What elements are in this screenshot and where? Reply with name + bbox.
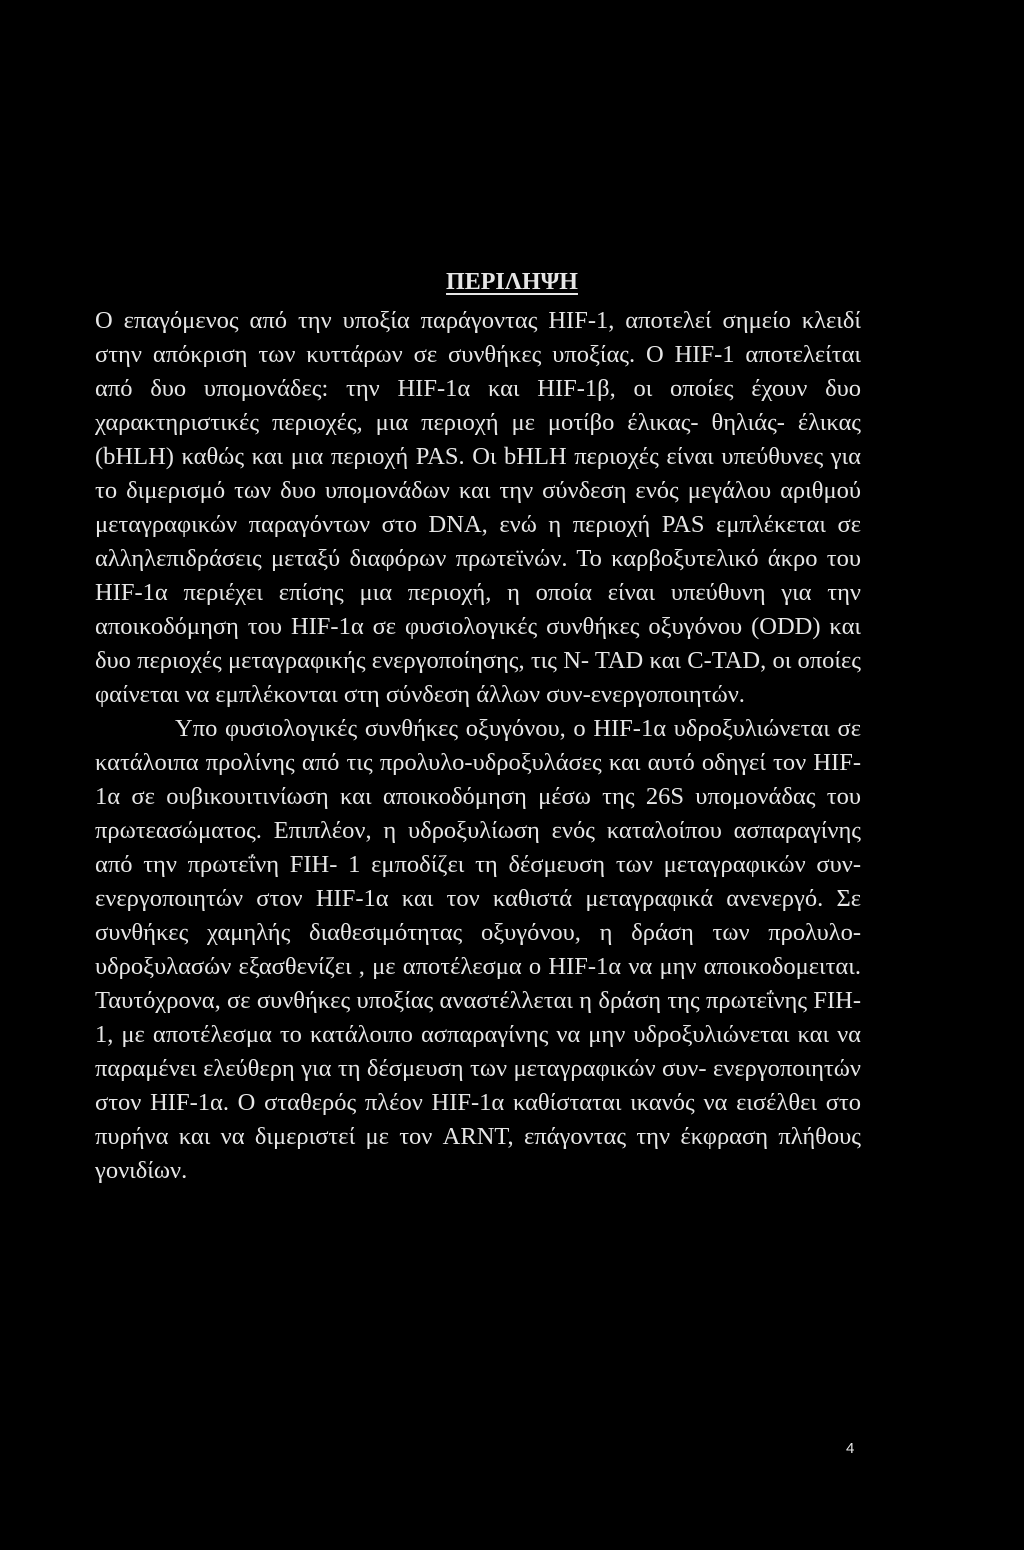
abstract-title: ΠΕΡΙΛΗΨΗ bbox=[446, 269, 578, 295]
abstract-paragraph-1: Ο επαγόμενος από την υποξία παράγοντας HIF-1, αποτελεί σημείο κλειδί στην απόκριση των κυττάρων σε συνθήκες υποξίας. Ο HIF-1 αποτελείται από δυο υπομονάδες: την HIF-1α και HIF-1β, οι οποίες έχουν δυο χαρακτηριστικές περιοχές, μια περιοχή με μοτίβο έλικας- θηλιάς- έλικας (bHLH) καθώς και μια περιοχή PAS. Οι bHLH περιοχές είναι υπεύθυνες για το διμερισμό των δυο υπομονάδων και την σύνδεση ενός μεγάλου αριθμού μεταγραφικών παραγόντων στο DNA, ενώ η περιοχή PAS εμπλέκεται σε αλληλεπιδράσεις μεταξύ διαφόρων πρωτεϊνών. Το καρβοξυτελικό άκρο του HIF-1α περιέχει επίσης μια περιοχή, η οποία είναι υπεύθυνη για την αποικοδόμηση του HIF-1α σε φυσιολογικές συνθήκες οξυγόνου (ODD) και δυο περιοχές μεταγραφικής ενεργοποίησης, τις N- TAD και C-TAD, οι οποίες φαίνεται να εμπλέκονται στη σύνδεση άλλων συν-ενεργοποιητών. bbox=[95, 307, 861, 708]
abstract-paragraph-2: Υπο φυσιολογικές συνθήκες οξυγόνου, ο HIF-1α υδροξυλιώνεται σε κατάλοιπα προλίνης από τις προλυλο-υδροξυλάσες και αυτό οδηγεί τον HIF-1α σε ουβικουιτινίωση και αποικοδόμηση μέσω της 26S υπομονάδας του πρωτεασώματος. Επιπλέον, η υδροξυλίωση ενός καταλοίπου ασπαραγίνης από την πρωτεΐνη FIH- 1 εμποδίζει τη δέσμευση των μεταγραφικών συν- ενεργοποιητών στον HIF-1α και τον καθιστά μεταγραφικά ανενεργό. Σε συνθήκες χαμηλής διαθεσιμότητας οξυγόνου, η δράση των προλυλο- υδροξυλασών εξασθενίζει , με αποτέλεσμα ο HIF-1α να μην αποικοδομειται. Ταυτόχρονα, σε συνθήκες υποξίας αναστέλλεται η δράση της πρωτεΐνης FIH- 1, με αποτέλεσμα το κατάλοιπο ασπαραγίνης να μην υδροξυλιώνεται και να παραμένει ελεύθερη για τη δέσμευση των μεταγραφικών συν- ενεργοποιητών στον HIF-1α. Ο σταθερός πλέον HIF-1α καθίσταται ικανός να εισέλθει στο πυρήνα και να διμεριστεί με τον ARNT, επάγοντας την έκφραση πλήθους γονιδίων. bbox=[95, 715, 861, 1184]
page-number: 4 bbox=[846, 1440, 855, 1457]
abstract-body bbox=[95, 304, 861, 1188]
